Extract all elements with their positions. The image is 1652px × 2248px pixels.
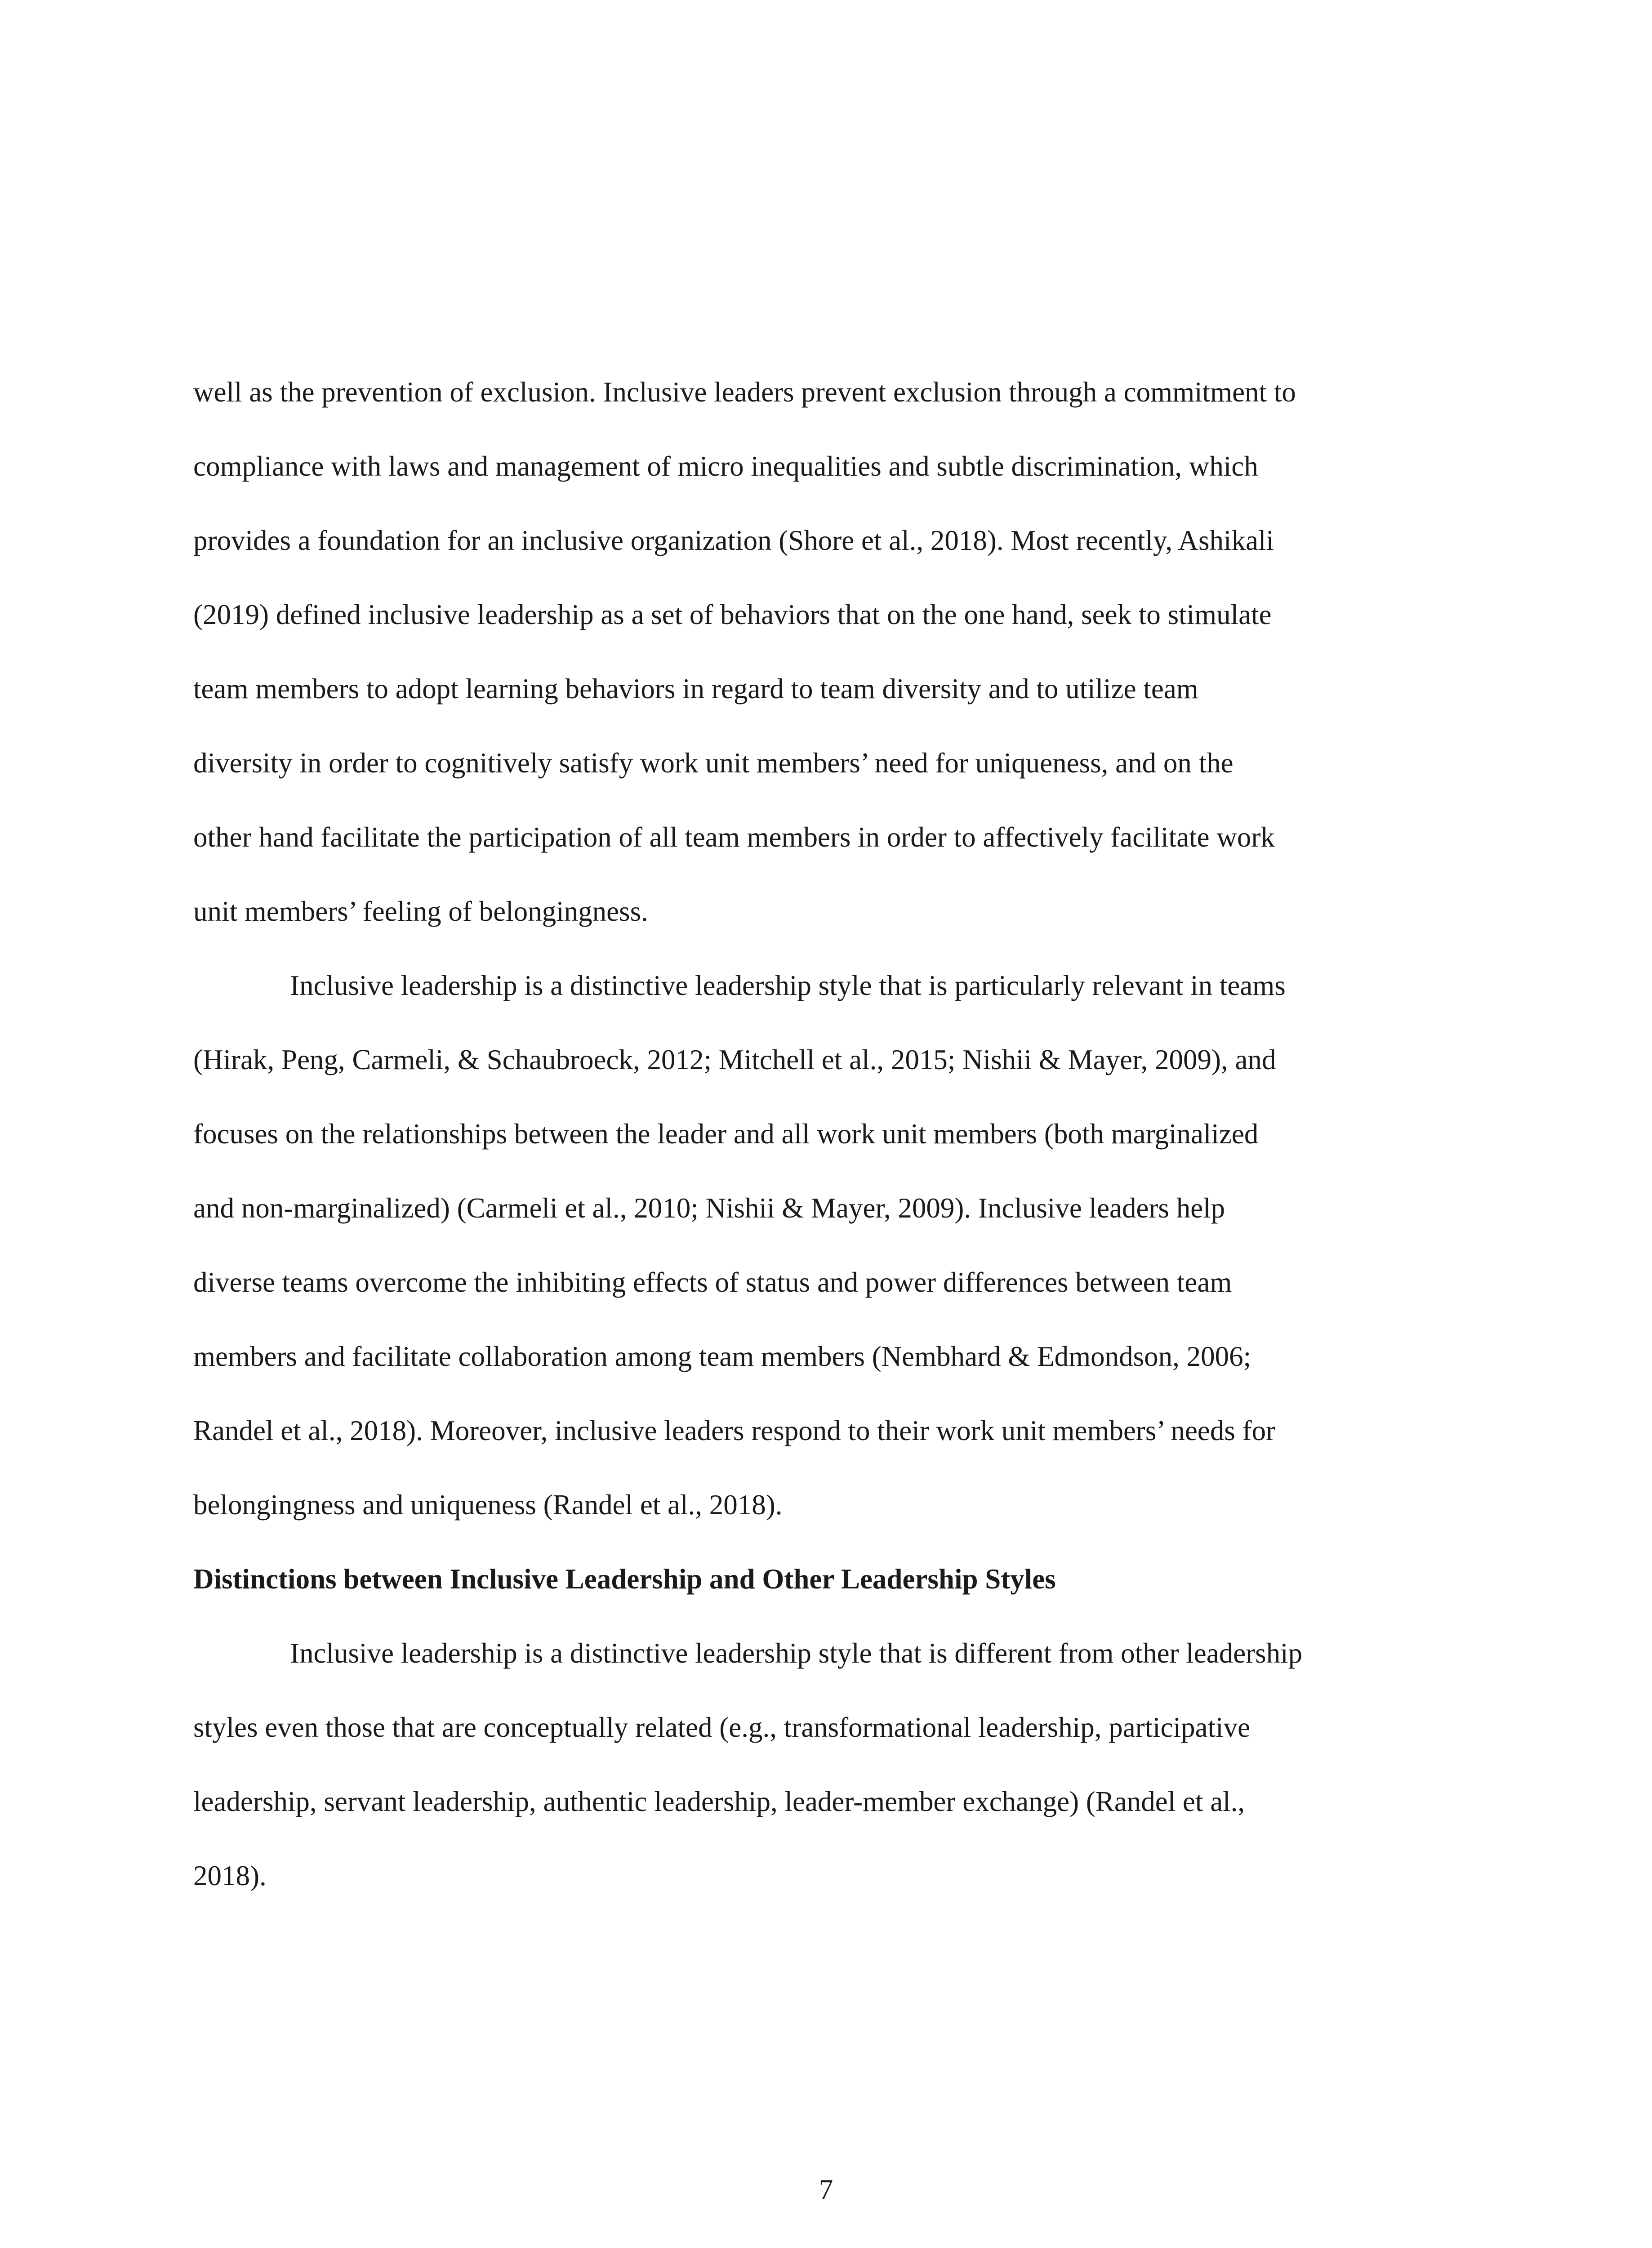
paragraph-line: compliance with laws and management of micro inequalities and subtle discrimination, which — [193, 450, 1258, 482]
paragraph-line: diversity in order to cognitively satisfy work unit members’ need for uniqueness, and on the — [193, 747, 1233, 779]
paragraph-line: provides a foundation for an inclusive organization (Shore et al., 2018). Most recently, Ashikali — [193, 525, 1274, 556]
paragraph-line: styles even those that are conceptually related (e.g., transformational leadership, participative — [193, 1712, 1251, 1743]
paragraph-line: and non-marginalized) (Carmeli et al., 2010; Nishii & Mayer, 2009). Inclusive leaders help — [193, 1192, 1225, 1224]
page-number: 7 — [819, 2174, 833, 2205]
paragraph-line: members and facilitate collaboration among team members (Nembhard & Edmondson, 2006; — [193, 1341, 1251, 1372]
paragraph-line: (Hirak, Peng, Carmeli, & Schaubroeck, 2012; Mitchell et al., 2015; Nishii & Mayer, 2009), and — [193, 1044, 1276, 1075]
paragraph-line: other hand facilitate the participation of all team members in order to affectively facilitate work — [193, 821, 1275, 853]
paragraph-line: Inclusive leadership is a distinctive leadership style that is particularly relevant in teams — [290, 970, 1286, 1001]
paragraph-1 — [193, 355, 1459, 949]
paragraph-line: 2018). — [193, 1860, 267, 1891]
paragraph-line: well as the prevention of exclusion. Inclusive leaders prevent exclusion through a commitment to — [193, 376, 1296, 408]
paragraph-line: unit members’ feeling of belongingness. — [193, 896, 648, 927]
paragraph-line: Randel et al., 2018). Moreover, inclusive leaders respond to their work unit members’ needs for — [193, 1415, 1276, 1446]
paragraph-line: diverse teams overcome the inhibiting effects of status and power differences between team — [193, 1267, 1232, 1298]
paragraph-line: belongingness and uniqueness (Randel et al., 2018). — [193, 1489, 783, 1521]
paragraph-3 — [193, 1616, 1459, 1913]
section-heading: Distinctions between Inclusive Leadership and Other Leadership Styles — [193, 1563, 1056, 1595]
paragraph-line: focuses on the relationships between the leader and all work unit members (both marginalized — [193, 1118, 1259, 1150]
paragraph-line: (2019) defined inclusive leadership as a set of behaviors that on the one hand, seek to stimulate — [193, 599, 1272, 630]
paragraph-line: leadership, servant leadership, authentic leadership, leader-member exchange) (Randel et al., — [193, 1786, 1245, 1817]
paragraph-2 — [193, 949, 1459, 1542]
body-text — [193, 355, 1459, 1913]
paragraph-line: Inclusive leadership is a distinctive leadership style that is different from other leadership — [290, 1637, 1303, 1669]
paragraph-line: team members to adopt learning behaviors in regard to team diversity and to utilize team — [193, 673, 1198, 705]
